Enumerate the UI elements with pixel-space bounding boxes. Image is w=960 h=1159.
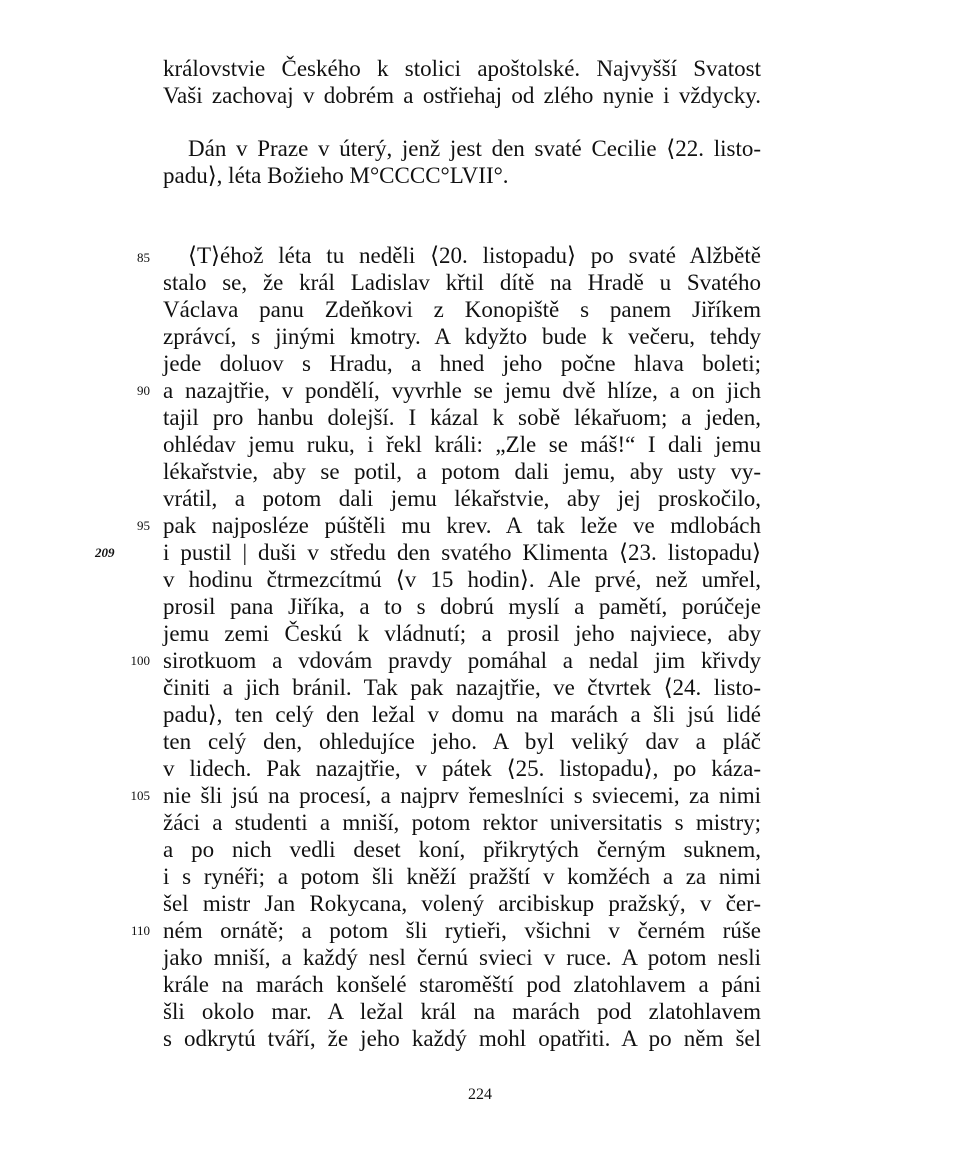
body-line-95: pak najposléze púštěli mu krev. A tak leže ve mdlobách <box>163 513 761 538</box>
body-line-97: v hodinu čtrmezcítmú ⟨v 15 hodin⟩. Ale prvé, než umřel, <box>163 567 761 592</box>
body-line-92: ohlédav jemu ruku, i řekl králi: „Zle se máš!“ I dali jemu <box>163 432 761 457</box>
line-number-85: 85 <box>137 250 150 265</box>
body-line-94: vrátil, a potom dali jemu lékařstvie, aby jej proskočilo, <box>163 486 761 511</box>
body-line-111: jako mniší, a každý nesl černú svieci v ruce. A potom nesli <box>163 945 761 970</box>
opening-line-1: královstvie Českého k stolici apoštolské. Najvyšší Svatost <box>163 56 761 81</box>
body-line-96: i pustil | duši v středu den svatého Klimenta ⟨23. listopadu⟩ <box>163 540 761 565</box>
folio-marker: 209 <box>95 545 115 560</box>
body-line-101: činiti a jich bránil. Tak pak nazajtřie, ve čtvrtek ⟨24. listo- <box>163 675 761 700</box>
body-line-103: ten celý den, ohledujíce jeho. A byl veliký dav a pláč <box>163 729 761 754</box>
body-line-109: šel mistr Jan Rokycana, volený arcibiskup pražský, v čer- <box>163 891 761 916</box>
line-number-90: 90 <box>137 383 150 398</box>
body-line-90: a nazajtřie, v pondělí, vyvrhle se jemu dvě hlíze, a on jich <box>163 378 761 403</box>
body-line-89: jede doluov s Hradu, a hned jeho počne hlava boleti; <box>163 351 761 376</box>
body-line-113: šli okolo mar. A ležal král na marách pod zlatohlavem <box>163 999 761 1024</box>
line-number-95: 95 <box>137 518 150 533</box>
body-line-91: tajil pro hanbu dolejší. I kázal k sobě lékařuom; a jeden, <box>163 405 761 430</box>
page-number: 224 <box>468 1086 492 1103</box>
body-line-114: s odkrytú tváří, že jeho každý mohl opatřiti. A po něm šel <box>163 1026 761 1051</box>
body-line-105: nie šli jsú na procesí, a najprv řemeslníci s sviecemi, za nimi <box>163 783 761 808</box>
line-number-110: 110 <box>130 923 150 938</box>
body-line-102: padu⟩, ten celý den ležal v domu na marách a šli jsú lidé <box>163 702 761 727</box>
body-line-93: lékařstvie, aby se potil, a potom dali jemu, aby usty vy- <box>163 459 761 484</box>
dated-line-2: padu⟩, léta Božieho M°CCCC°LVII°. <box>163 163 509 188</box>
body-line-86: stalo se, že král Ladislav křtil dítě na Hradě u Svatého <box>163 270 761 295</box>
body-line-87: Václava panu Zdeňkovi z Konopiště s panem Jiříkem <box>163 297 761 322</box>
body-line-106: žáci a studenti a mniší, potom rektor universitatis s mistry; <box>163 810 761 835</box>
body-line-99: jemu zemi Českú k vládnutí; a prosil jeho najviece, aby <box>163 621 761 646</box>
body-line-100: sirotkuom a vdovám pravdy pomáhal a nedal jim křivdy <box>163 648 761 673</box>
body-line-104: v lidech. Pak nazajtřie, v pátek ⟨25. listopadu⟩, po káza- <box>163 756 761 781</box>
body-line-98: prosil pana Jiříka, a to s dobrú myslí a pamětí, porúčeje <box>163 594 761 619</box>
opening-line-2: Vaši zachovaj v dobrém a ostřiehaj od zlého nynie i vždycky. <box>163 83 761 108</box>
body-line-107: a po nich vedli deset koní, přikrytých černým suknem, <box>163 837 761 862</box>
line-number-100: 100 <box>130 653 150 668</box>
body-line-88: zprávcí, s jinými kmotry. A kdyžto bude k večeru, tehdy <box>163 324 761 349</box>
body-line-108: i s rynéři; a potom šli kněží pražští v komžéch a za nimi <box>163 864 761 889</box>
body-line-85: ⟨T⟩éhož léta tu neděli ⟨20. listopadu⟩ po svaté Alžbětě <box>188 243 761 268</box>
dated-line-1: Dán v Praze v úterý, jenž jest den svaté Cecilie ⟨22. listo- <box>188 136 761 161</box>
line-number-105: 105 <box>130 788 150 803</box>
body-line-110: ném ornátě; a potom šli rytieři, všichni v černém rúše <box>163 918 761 943</box>
body-line-112: krále na marách konšelé staroměští pod zlatohlavem a páni <box>163 972 761 997</box>
